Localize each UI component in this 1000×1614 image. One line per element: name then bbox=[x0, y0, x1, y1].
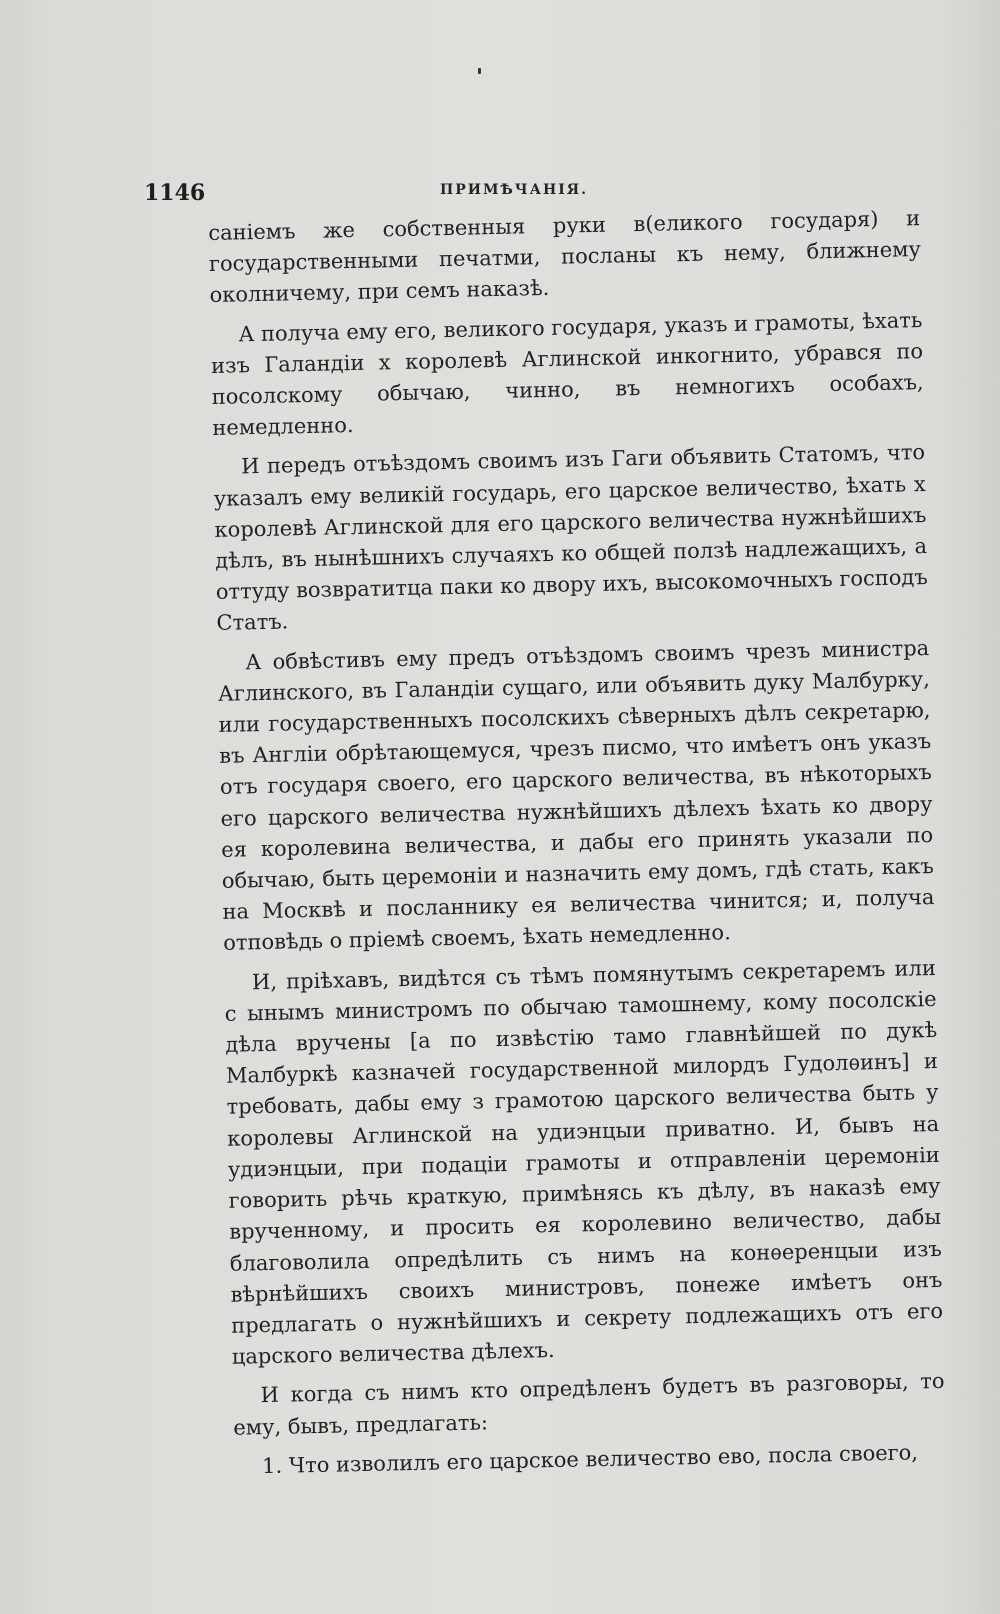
paragraph: И когда съ нимъ кто опредѣленъ будетъ въ разговоры, то ему, бывъ, предлагать: bbox=[233, 1369, 945, 1440]
page-header bbox=[140, 168, 870, 208]
main-text bbox=[208, 203, 947, 1491]
ink-speck bbox=[478, 68, 481, 74]
paragraph: 1. Что изволилъ его царское величество ево, посла своего, bbox=[261, 1440, 919, 1478]
paragraph: И, пріѣхавъ, видѣтся съ тѣмъ помянутымъ секретаремъ или с ынымъ министромъ по обычаю тамошнему, кому посолскіе дѣла вручены [а по извѣстію тамо главнѣйшей по дукѣ Малбуркѣ казначей государственной милордъ Гудолѳинъ] и требовать, дабы ему з грамотою царского величества быть у королевы Аглинской на удиэнцыи приватно. И, бывъ на удиэнцыи, при подаціи грамоты и отправленіи церемоніи говорить рѣчь краткую, примѣнясь къ дѣлу, въ наказѣ ему врученному, и просить ея королевино величество, дабы благоволила опредѣлить съ нимъ на конѳеренцыи изъ вѣрнѣйшихъ своихъ министровъ, понеже имѣетъ онъ предлагать о нужнѣйшихъ и секрету подлежащихъ отъ его царского величества дѣлехъ. bbox=[224, 955, 944, 1369]
running-head: ПРИМѢЧАНІЯ. bbox=[440, 182, 588, 198]
paragraph: И передъ отъѣздомъ своимъ изъ Гаги объявить Статомъ, что указалъ ему великій государь, его царское величество, ѣхать х королевѣ Аглинской для его царского величества нужнѣйшихъ дѣлъ, въ нынѣшнихъ случаяхъ ко общей ползѣ надлежащихъ, а оттуду возвратитца паки ко двору ихъ, высокомочныхъ господъ Статъ. bbox=[213, 440, 928, 636]
paragraph: А получа ему его, великого государя, указъ и грамоты, ѣхать изъ Галандіи х королевѣ Аглинской инкогнито, убрався по посолскому обычаю, чинно, въ немногихъ особахъ, немедленно. bbox=[210, 307, 924, 441]
page-number: 1146 bbox=[144, 180, 206, 206]
paragraph: саніемъ же собственныя руки в(еликого государя) и государственными печатми, посланы къ нему, ближнему околничему, при семъ наказѣ. bbox=[208, 206, 922, 308]
paragraph: А обвѣстивъ ему предъ отъѣздомъ своимъ чрезъ министра Аглинского, въ Галандіи сущаго, или объявить дуку Малбурку, или государственныхъ посолскихъ сѣверныхъ дѣлъ секретарю, въ Англіи обрѣтающемуся, чрезъ писмо, что имѣетъ онъ указъ отъ государя своего, его царского величества, въ нѣкоторыхъ его царского величества нужнѣйшихъ дѣлехъ ѣхать ко двору ея королевина величества, и дабы его принять указали по обычаю, быть церемоніи и назначить ему домъ, гдѣ стать, какъ на Москвѣ и посланнику ея величества чинится; и, получа отповѣдь о пріемѣ своемъ, ѣхать немедленно. bbox=[217, 635, 935, 956]
